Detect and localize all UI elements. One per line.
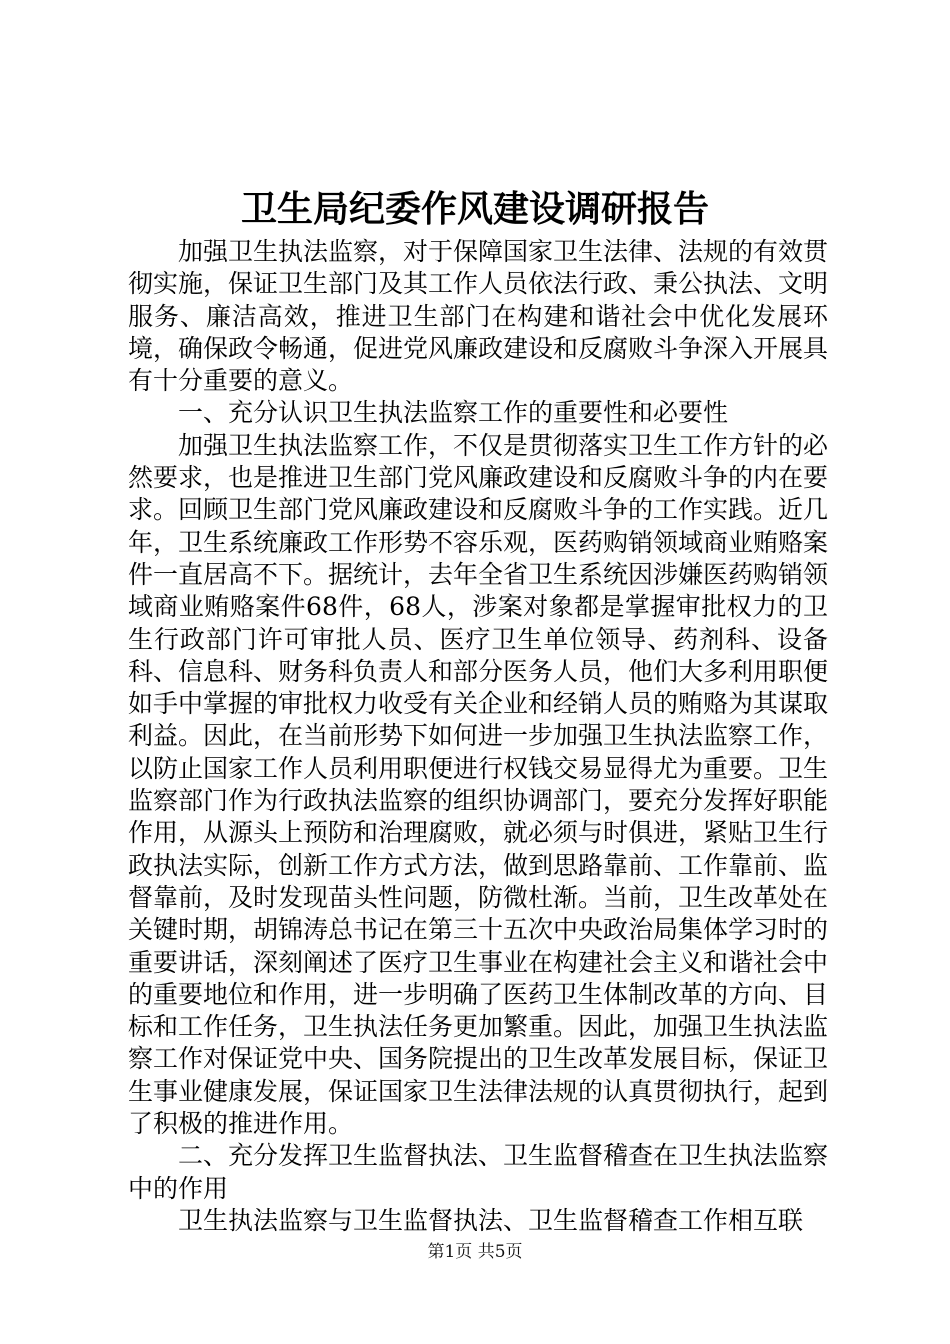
page-number-footer: 第1页 共5页 xyxy=(427,1242,523,1262)
section-1-paragraph: 加强卫生执法监察工作，不仅是贯彻落实卫生工作方针的必然要求，也是推进卫生部门党风廉政建设和反腐败斗争的内在要求。回顾卫生部门党风廉政建设和反腐败斗争的工作实践。近几年，卫生系统廉政工作形势不容乐观，医药购销领域商业贿赂案件一直居高不下。据统计，去年全省卫生系统因涉嫌医药购销领域商业贿赂案件68件，68人，涉案对象都是掌握审批权力的卫生行政部门许可审批人员、医疗卫生单位领导、药剂科、设备科、信息科、财务科负责人和部分医务人员，他们大多利用职便如手中掌握的审批权力收受有关企业和经销人员的贿赂为其谋取利益。因此，在当前形势下如何进一步加强卫生执法监察工作，以防止国家工作人员利用职便进行权钱交易显得尤为重要。卫生监察部门作为行政执法监察的组织协调部门，要充分发挥好职能作用，从源头上预防和治理腐败，就必须与时俱进，紧贴卫生行政执法实际，创新工作方式方法，做到思路靠前、工作靠前、监督靠前，及时发现苗头性问题，防微杜渐。当前，卫生改革处在关键时期，胡锦涛总书记在第三十五次中央政治局集体学习时的重要讲话，深刻阐述了医疗卫生事业在构建社会主义和谐社会中的重要地位和作用，进一步明确了医药卫生体制改革的方向、目标和工作任务，卫生执法任务更加繁重。因此，加强卫生执法监察工作对保证党中央、国务院提出的卫生改革发展目标，保证卫生事业健康发展，保证国家卫生法律法规的认真贯彻执行，起到了积极的推进作用。 xyxy=(128,430,829,1139)
document-title: 卫生局纪委作风建设调研报告 xyxy=(240,188,709,230)
intro-paragraph: 加强卫生执法监察，对于保障国家卫生法律、法规的有效贯彻实施，保证卫生部门及其工作人员依法行政、秉公执法、文明服务、廉洁高效，推进卫生部门在构建和谐社会中优化发展环境，确保政令畅通，促进党风廉政建设和反腐败斗争深入开展具有十分重要的意义。 xyxy=(128,237,829,396)
section-heading-2: 二、充分发挥卫生监督执法、卫生监督稽查在卫生执法监察中的作用 xyxy=(128,1141,829,1203)
document-body xyxy=(128,236,828,1237)
section-2-paragraph: 卫生执法监察与卫生监督执法、卫生监督稽查工作相互联 xyxy=(178,1205,804,1235)
section-heading-1: 一、充分认识卫生执法监察工作的重要性和必要性 xyxy=(178,398,729,428)
